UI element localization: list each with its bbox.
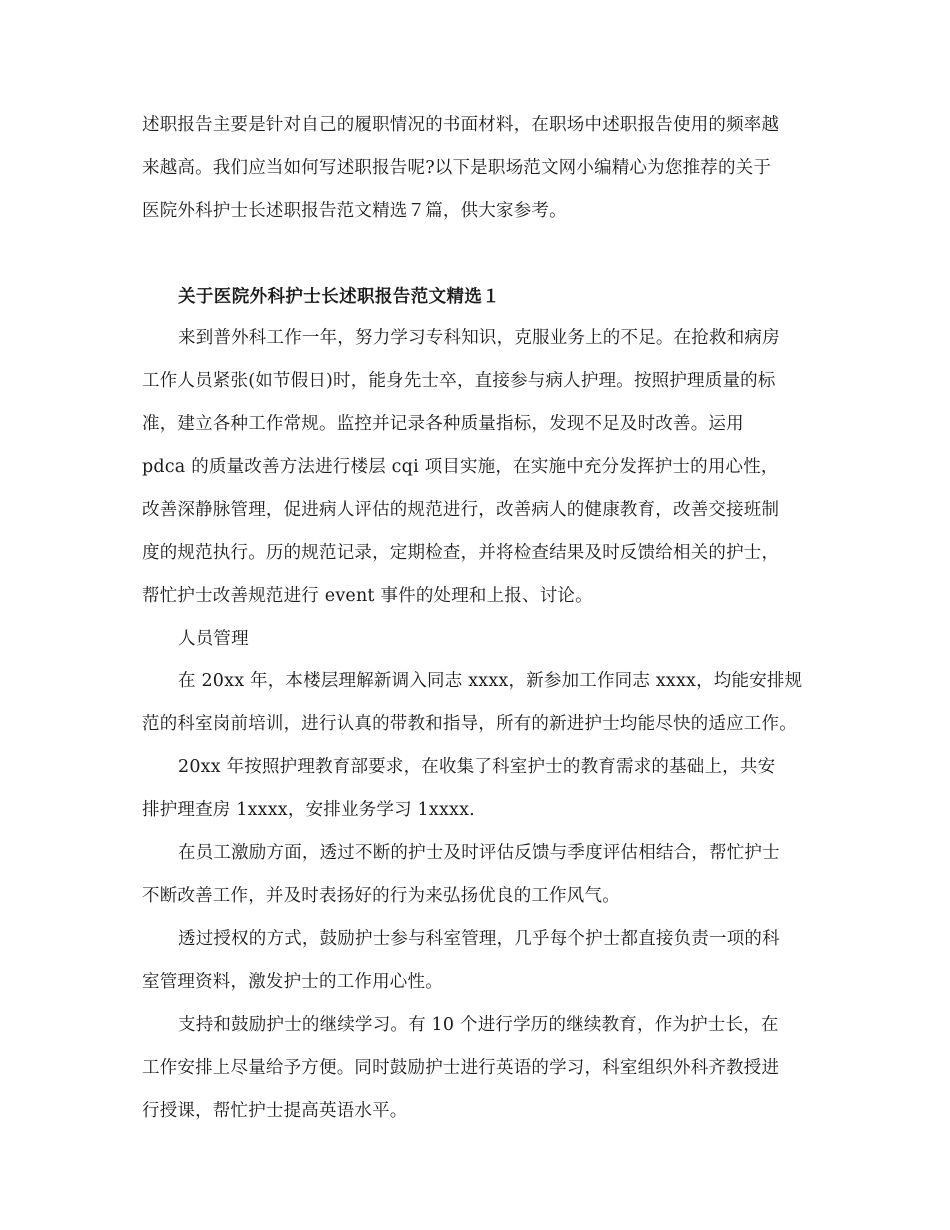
body-line: 准，建立各种工作常规。监控并记录各种质量指标，发现不足及时改善。运用 — [142, 414, 744, 434]
body-line: 室管理资料，激发护士的工作用心性。 — [142, 972, 443, 992]
subheading-personnel: 人员管理 — [178, 629, 249, 649]
body-line: 改善深静脉管理，促进病人评估的规范进行，改善病人的健康教育，改善交接班制 — [142, 500, 780, 520]
body-line: 透过授权的方式，鼓励护士参与科室管理，几乎每个护士都直接负责一项的科 — [178, 929, 780, 949]
intro-line: 来越高。我们应当如何写述职报告呢?以下是职场范文网小编精心为您推荐的关于 — [142, 158, 772, 178]
body-line: pdca 的质量改善方法进行楼层 cqi 项目实施，在实施中充分发挥护士的用心性， — [142, 457, 779, 477]
body-line: 行授课，帮忙护士提高英语水平。 — [142, 1101, 408, 1121]
body-line: 支持和鼓励护士的继续学习。有 10 个进行学历的继续教育，作为护士长，在 — [178, 1015, 779, 1035]
body-line: 在员工激励方面，透过不断的护士及时评估反馈与季度评估相结合，帮忙护士 — [178, 843, 780, 863]
body-line: 来到普外科工作一年，努力学习专科知识，克服业务上的不足。在抢救和病房 — [178, 328, 780, 348]
body-line: 帮忙护士改善规范进行 event 事件的处理和上报、讨论。 — [142, 586, 593, 606]
body-line: 在 20xx 年，本楼层理解新调入同志 xxxx，新参加工作同志 xxxx，均能安排规 — [178, 671, 803, 691]
body-line: 工作安排上尽量给予方便。同时鼓励护士进行英语的学习，科室组织外科齐教授进 — [142, 1058, 780, 1078]
body-line: 范的科室岗前培训，进行认真的带教和指导，所有的新进护士均能尽快的适应工作。 — [142, 714, 797, 734]
body-line: 度的规范执行。历的规范记录，定期检查，并将检查结果及时反馈给相关的护士， — [142, 543, 780, 563]
section-title: 关于医院外科护士长述职报告范文精选１ — [178, 287, 501, 307]
body-line: 不断改善工作，并及时表扬好的行为来弘扬优良的工作风气。 — [142, 886, 620, 906]
intro-line: 医院外科护士长述职报告范文精选７篇，供大家参考。 — [142, 201, 567, 221]
body-line: 20xx 年按照护理教育部要求，在收集了科室护士的教育需求的基础上，共安 — [178, 757, 776, 777]
body-line: 排护理查房 1xxxx，安排业务学习 1xxxx. — [142, 800, 475, 820]
body-line: 工作人员紧张(如节假日)时，能身先士卒，直接参与病人护理。按照护理质量的标 — [142, 371, 776, 391]
intro-line: 述职报告主要是针对自己的履职情况的书面材料，在职场中述职报告使用的频率越 — [142, 115, 780, 135]
